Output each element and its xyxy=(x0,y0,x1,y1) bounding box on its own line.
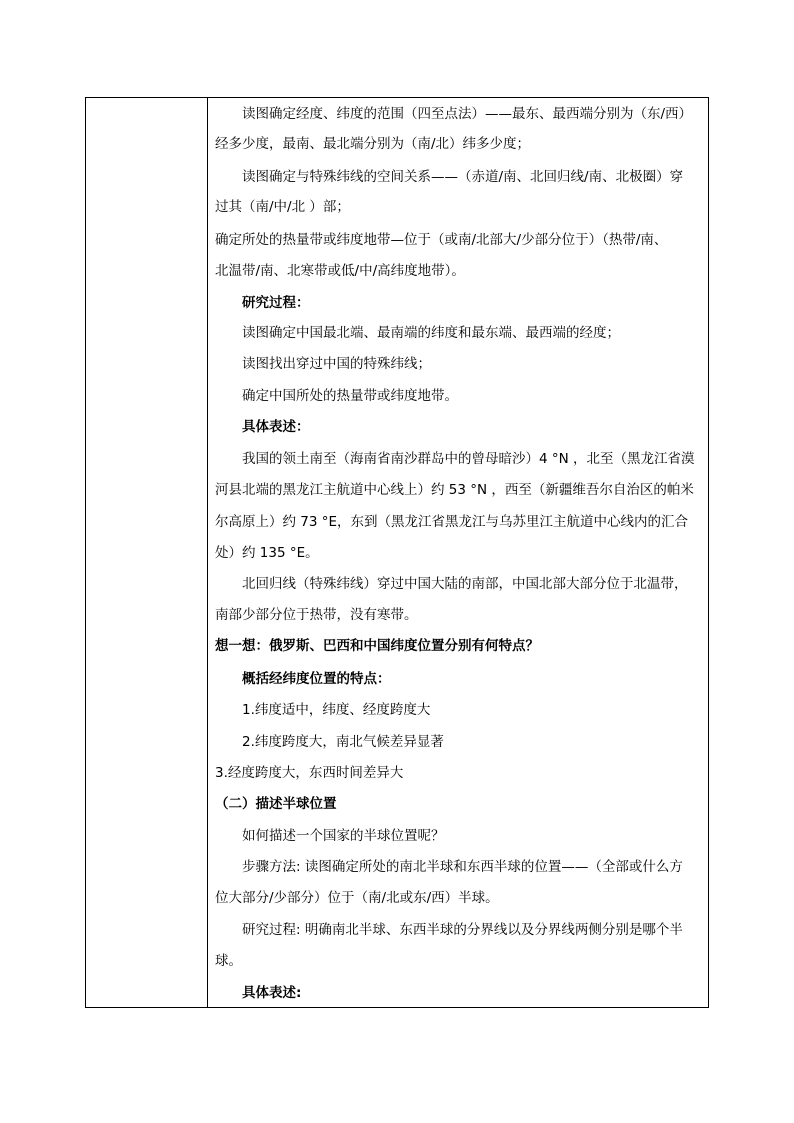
left-column-cell xyxy=(86,98,208,1007)
text-line: 研究过程: 明确南北半球、东西半球的分界线以及分界线两侧分别是哪个半 xyxy=(242,922,683,938)
list-item: 1.纬度适中，纬度、经度跨度大 xyxy=(242,702,431,718)
section-heading: 具体表述: xyxy=(242,985,302,1001)
text-line: 经多少度，最南、最北端分别为（南/北）纬多少度； xyxy=(215,136,531,152)
text-line: 北回归线（特殊纬线）穿过中国大陆的南部，中国北部大部分位于北温带， xyxy=(242,576,688,592)
text-line: 步骤方法: 读图确定所处的南北半球和东西半球的位置——（全部或什么方 xyxy=(242,859,683,875)
text-line: 我国的领土南至（海南省南沙群岛中的曾母暗沙）4 °N ，北至（黑龙江省漠 xyxy=(242,451,695,467)
text-line: 北温带/南、北寒带或低/中/高纬度地带）。 xyxy=(215,263,465,279)
content-table xyxy=(85,97,709,1008)
text-line: 过其（南/中/北 ）部； xyxy=(215,199,350,215)
right-column-cell xyxy=(208,98,708,1007)
section-heading: 具体表述： xyxy=(242,419,310,435)
text-line: 处）约 135 °E。 xyxy=(215,545,319,561)
list-item: 2.纬度跨度大，南北气候差异显著 xyxy=(242,734,444,750)
list-item: 3.经度跨度大，东西时间差异大 xyxy=(215,765,404,781)
question-line: 想一想：俄罗斯、巴西和中国纬度位置分别有何特点？ xyxy=(215,638,539,654)
text-line: 读图确定经度、纬度的范围（四至点法）——最东、最西端分别为（东/西） xyxy=(242,106,693,122)
text-line: 尔高原上）约 73 °E，东到（黑龙江省黑龙江与乌苏里江主航道中心线内的汇合 xyxy=(215,514,689,530)
text-line: 如何描述一个国家的半球位置呢？ xyxy=(242,828,445,844)
text-line: 读图找出穿过中国的特殊纬线； xyxy=(242,356,431,372)
text-line: 确定所处的热量带或纬度地带—位于（或南/北部大/少部分位于）（热带/南、 xyxy=(215,232,668,248)
text-line: 确定中国所处的热量带或纬度地带。 xyxy=(242,388,458,404)
text-line: 球。 xyxy=(215,953,242,969)
text-line: 位大部分/少部分）位于（南/北或东/西）半球。 xyxy=(215,890,499,906)
text-line: 南部少部分位于热带，没有寒带。 xyxy=(215,607,418,623)
text-line: 河县北端的黑龙江主航道中心线上）约 53 °N ，西至（新疆维吾尔自治区的帕米 xyxy=(215,482,694,498)
section-heading: 概括经纬度位置的特点： xyxy=(242,671,391,687)
text-line: 读图确定中国最北端、最南端的纬度和最东端、最西端的经度； xyxy=(242,325,620,341)
text-line: 读图确定与特殊纬线的空间关系——（赤道/南、北回归线/南、北极圈）穿 xyxy=(242,169,684,185)
subsection-title: （二）描述半球位置 xyxy=(215,796,337,812)
section-heading: 研究过程： xyxy=(242,295,310,311)
